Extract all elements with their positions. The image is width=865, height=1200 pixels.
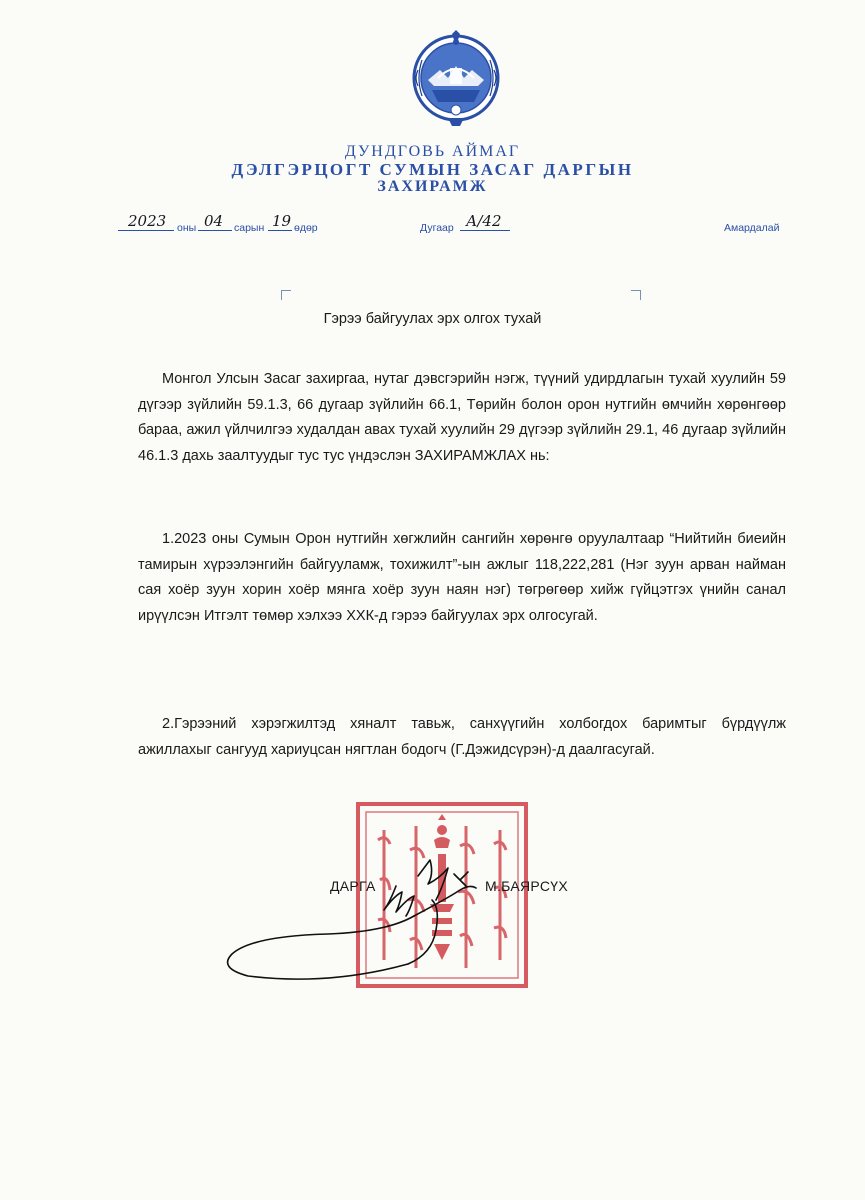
date-day: 19 (272, 212, 292, 230)
date-line (0, 212, 865, 240)
subject-corner-left (281, 290, 291, 300)
preamble-paragraph: Монгол Улсын Засаг захиргаа, нутаг дэвсгэрийн нэгж, түүний удирдлагын тухай хуулийн 59 дүгээр зүйлийн 59.1.3, 66 дугаар зүйлийн 66.1, Төрийн болон орон нутгийн өмчийн хөрөнгөөр бараа, ажил үйлчилгээ худалдан авах тухай хуулийн 29 дүгээр зүйлийн 29.1, 46 дугаар зүйлийн 46.1.3 дахь заалтуудыг тус тус үндэслэн ЗАХИРАМЖЛАХ нь: (138, 371, 786, 464)
date-month: 04 (204, 212, 224, 230)
header-authority: ДЭЛГЭРЦОГТ СУМЫН ЗАСАГ ДАРГЫН (231, 160, 634, 179)
date-year-label: оны (177, 222, 197, 234)
state-emblem-icon (408, 30, 504, 130)
clause-1-paragraph: 1.2023 оны Сумын Орон нутгийн хөгжлийн сангийн хөрөнгө оруулалтаар “Нийтийн биеийн тамирын хүрээлэнгийн байгууламж, тохижилт”-ын ажлыг 118,222,281 (Нэг зуун арван найман сая хоёр зуун хорин хоёр мянга хоёр зуун наян нэг) төгрөгөөр хийж гүйцэтгэх үнийн санал ирүүлсэн Итгэлт төмөр хэлхээ ХХК-д гэрээ байгуулах эрх олгосугай. (138, 531, 786, 624)
number-label: Дугаар (420, 222, 454, 234)
place-name: Амардалай (724, 222, 780, 234)
decree-number: А/42 (466, 212, 502, 230)
subject-corner-right (631, 290, 641, 300)
date-month-label: сарын (234, 222, 265, 234)
document-subject: Гэрээ байгуулах эрх олгох тухай (323, 311, 542, 327)
date-day-label: өдөр (294, 222, 318, 234)
clause-2-paragraph: 2.Гэрээний хэрэгжилтэд хяналт тавьж, санхүүгийн холбогдох баримтыг бүрдүүлж ажиллахыг сангууд хариуцсан нягтлан бодогч (Г.Дэжидсүрэн)-д даалгасугай. (138, 716, 786, 758)
signer-role: ДАРГА (330, 878, 376, 894)
header-doc-type: ЗАХИРАМЖ (377, 178, 488, 195)
date-year: 2023 (128, 212, 167, 230)
header-province: ДУНДГОВЬ АЙМАГ (344, 143, 521, 160)
signer-name: М.БАЯРСҮХ (485, 878, 568, 894)
handwritten-signature (218, 840, 508, 990)
